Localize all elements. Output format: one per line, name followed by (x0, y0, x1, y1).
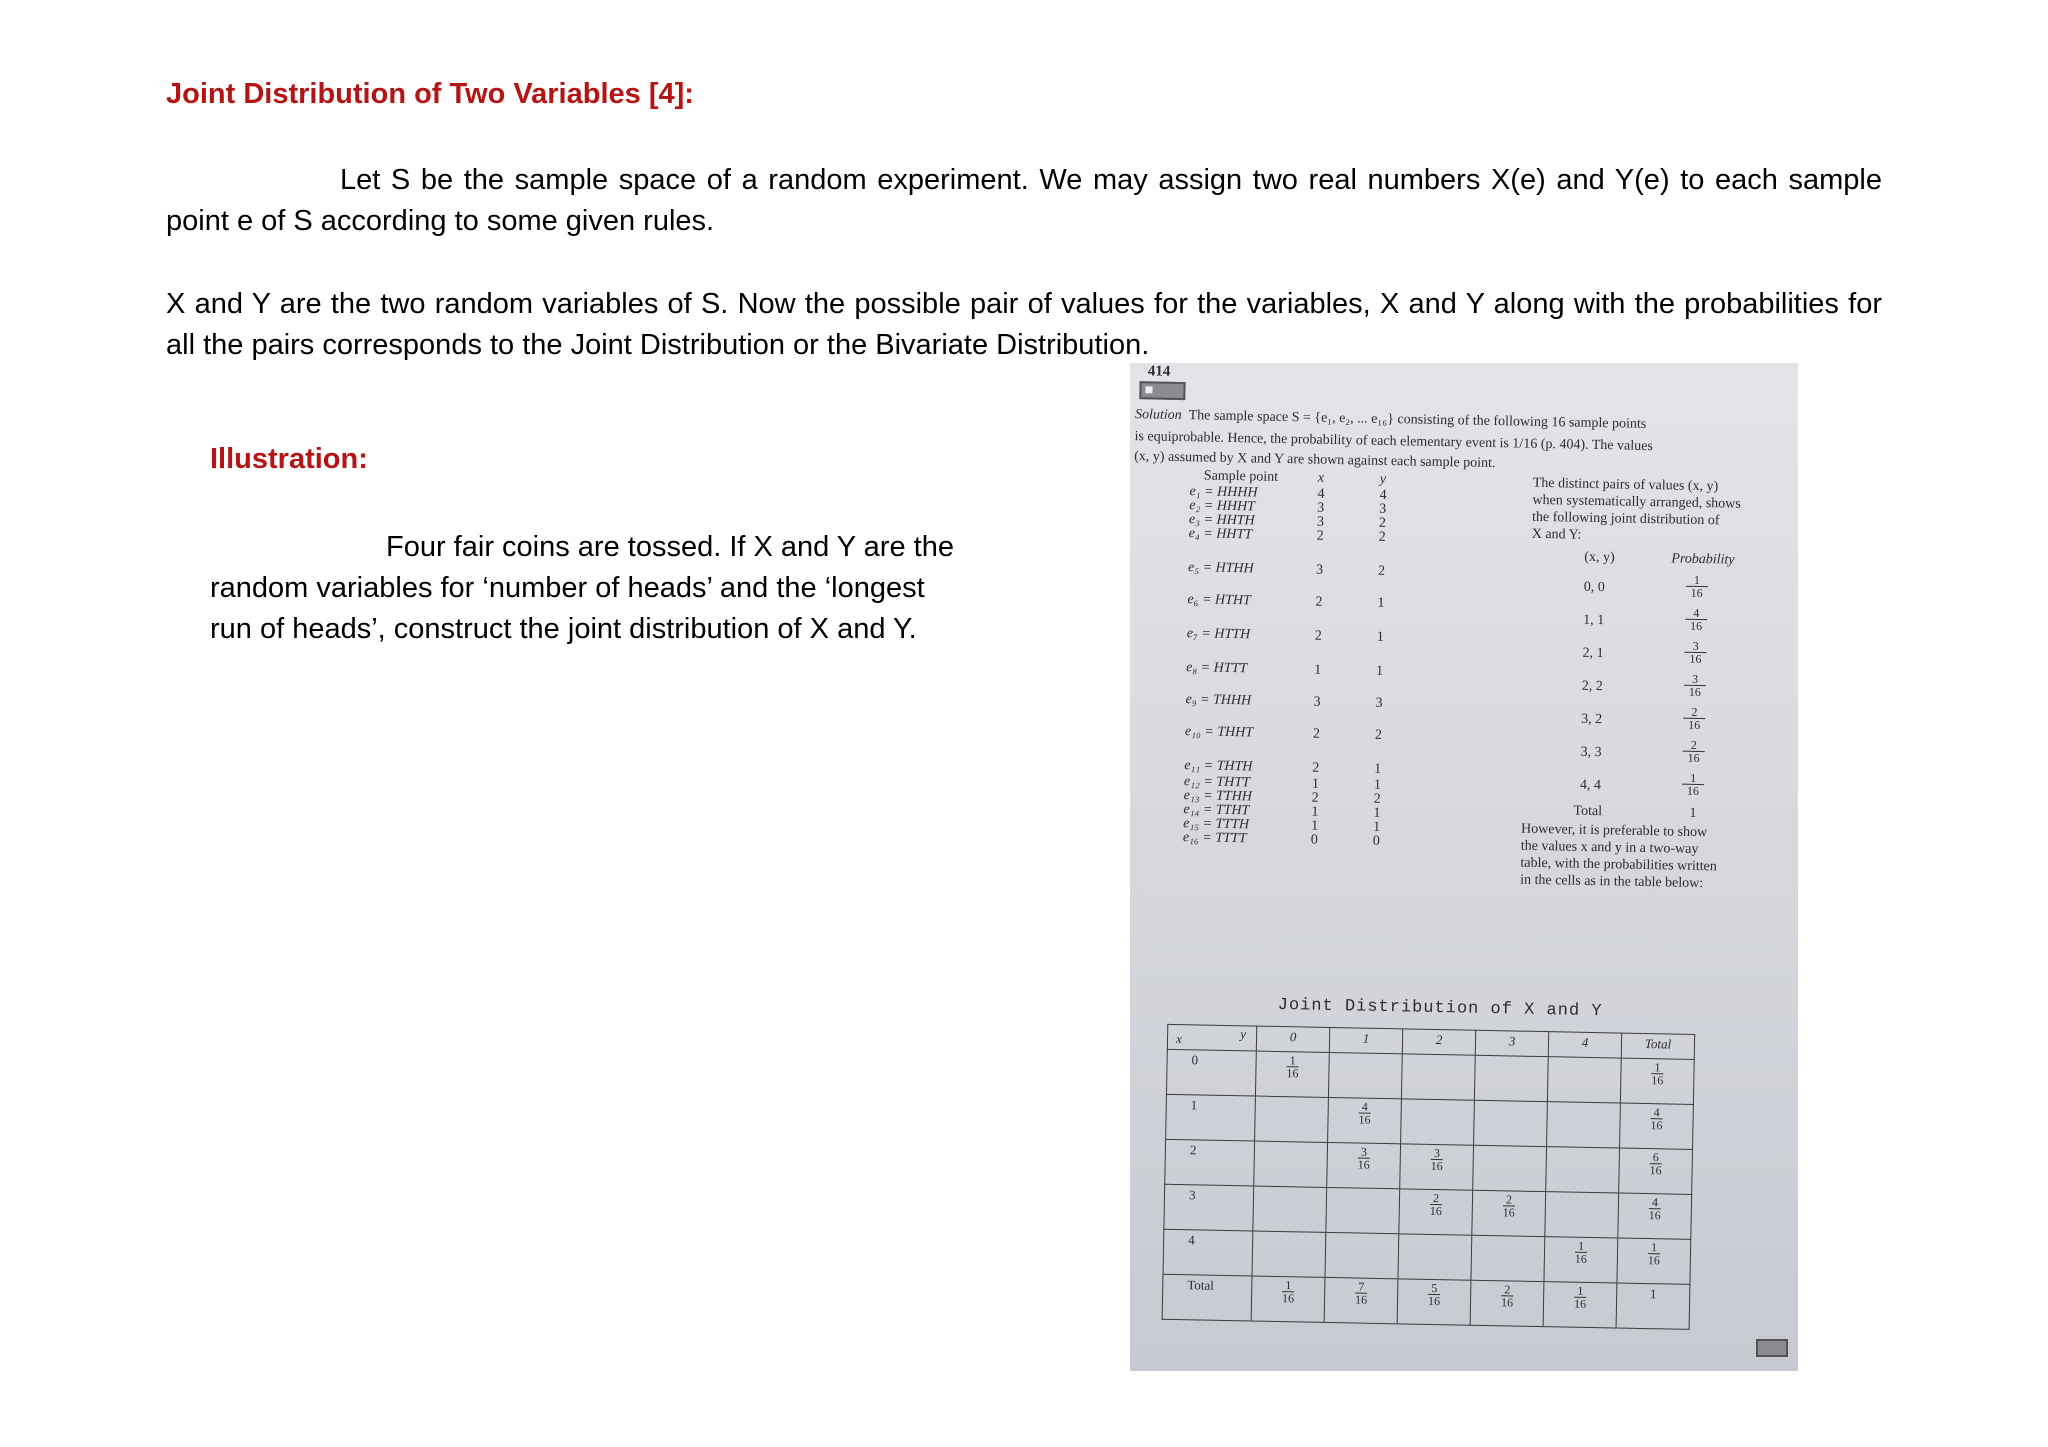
probability-numerator: 2 (1683, 706, 1705, 719)
table-cell (1252, 1231, 1326, 1277)
illustration-problem: Four fair coins are tossed. If X and Y are the random variables for ‘number of heads’ and the ‘longest run of heads’, construct the joint distribution of X and Y. (210, 531, 954, 645)
sample-y: 1 (1372, 819, 1381, 835)
solution-label: Solution (1134, 407, 1182, 424)
table-cell (1400, 1144, 1474, 1190)
pair-probability (1683, 706, 1705, 731)
cell-fraction: $\frac{1}{16}$ (1286, 1053, 1299, 1081)
sample-point: e₁₂ = THTT (1183, 774, 1250, 791)
pair-value: 4, 4 (1579, 777, 1602, 794)
sample-y: 1 (1373, 805, 1381, 821)
pairs-outro-line: the values x and y in a two-way (1520, 838, 1699, 858)
cell-fraction: $\frac{1}{16}$ (1574, 1238, 1588, 1266)
cell-value: 1 (1649, 1286, 1657, 1302)
section-heading: Joint Distribution of Two Variables [4]: (166, 78, 694, 110)
sample-x: 2 (1312, 726, 1321, 742)
table-cell (1325, 1232, 1399, 1278)
pair-value: 2, 2 (1581, 678, 1604, 695)
cell-fraction: $\frac{2}{16}$ (1502, 1192, 1515, 1220)
sample-point: e₄ = HHTT (1188, 526, 1253, 543)
sample-point-header: Sample point (1203, 468, 1279, 485)
sample-x: 4 (1317, 486, 1325, 502)
sample-point: e₁₅ = TTTH (1183, 816, 1250, 833)
cell-fraction: $\frac{1}{16}$ (1651, 1060, 1664, 1088)
probability-header: Probability (1671, 551, 1735, 568)
table-cell (1471, 1235, 1545, 1281)
table-cell (1544, 1237, 1618, 1283)
page-corner-icon (1756, 1339, 1788, 1357)
solution-line: is equiprobable. Hence, the probability of each elementary event is 1/16 (p. 404). The values (1134, 429, 1653, 455)
pair-value: 2, 1 (1582, 645, 1604, 662)
table-corner (1167, 1024, 1256, 1051)
cell-fraction: $\frac{2}{16}$ (1500, 1282, 1514, 1310)
probability-numerator: 3 (1685, 640, 1707, 653)
page-marker-icon (1139, 381, 1185, 400)
table-cell (1472, 1190, 1546, 1236)
table-cell (1326, 1187, 1400, 1233)
column-header: 4 (1548, 1032, 1621, 1058)
joint-distribution-table (1162, 1024, 1696, 1330)
probability-denominator: 16 (1689, 618, 1703, 634)
sample-point: e₂ = HHHT (1189, 498, 1256, 515)
solution-line-text: The sample space S = {e₁, e₂, ... e₁₆} consisting of the following 16 sample points (1188, 408, 1647, 432)
sample-y: 2 (1378, 515, 1387, 531)
pair-header: (x, y) (1584, 549, 1615, 566)
table-cell (1473, 1145, 1547, 1191)
cell-fraction: $\frac{4}{16}$ (1648, 1195, 1661, 1223)
table-cell (1324, 1277, 1398, 1323)
row-header: 1 (1166, 1094, 1256, 1141)
table-cell (1251, 1276, 1325, 1322)
pair-value: 3, 3 (1580, 744, 1602, 761)
sample-x: 3 (1317, 500, 1325, 516)
sample-y: 0 (1372, 833, 1381, 849)
sample-x: 1 (1310, 818, 1319, 834)
cell-fraction: $\frac{1}{16}$ (1281, 1278, 1295, 1306)
table-cell (1474, 1055, 1548, 1101)
sample-point: e₁ = HHHH (1189, 484, 1258, 501)
sample-y: 1 (1374, 761, 1382, 777)
sample-point: e₁₆ = TTTT (1182, 830, 1247, 847)
cell-fraction: $\frac{4}{16}$ (1358, 1099, 1371, 1127)
pairs-intro-line: X and Y: (1531, 526, 1582, 543)
sample-x: 3 (1316, 514, 1325, 530)
pair-probability (1684, 673, 1706, 698)
pairs-intro-line: The distinct pairs of values (x, y) (1532, 475, 1719, 495)
sample-x: 1 (1311, 776, 1320, 792)
table-cell (1616, 1283, 1690, 1329)
sample-y: 1 (1377, 595, 1385, 611)
sample-point: e₈ = HTTT (1186, 660, 1248, 677)
pair-value: 3, 2 (1581, 711, 1603, 728)
probability-numerator: 3 (1684, 673, 1706, 686)
column-header: 1 (1329, 1027, 1402, 1053)
row-header: 0 (1166, 1049, 1256, 1096)
sample-y: 2 (1374, 727, 1383, 743)
table-cell (1546, 1147, 1620, 1193)
table-cell (1545, 1192, 1619, 1238)
table-cell (1474, 1100, 1548, 1146)
sample-y: 1 (1373, 777, 1382, 793)
table-cell (1620, 1103, 1694, 1149)
row-header: 2 (1165, 1139, 1255, 1186)
sample-x: 2 (1312, 760, 1320, 776)
pairs-outro-line: However, it is preferable to show (1520, 821, 1708, 841)
cell-fraction: $\frac{6}{16}$ (1649, 1150, 1662, 1178)
cell-fraction: $\frac{7}{16}$ (1354, 1279, 1368, 1307)
pair-probability (1685, 607, 1707, 632)
textbook-photo (1130, 363, 1798, 1371)
sample-x: 3 (1313, 694, 1321, 710)
table-cell (1470, 1280, 1544, 1326)
sample-y: 4 (1379, 487, 1387, 503)
page-number: 414 (1147, 363, 1171, 380)
pairs-total-label: Total (1573, 803, 1603, 820)
column-header: 0 (1256, 1026, 1329, 1052)
sample-x: 2 (1316, 528, 1324, 544)
table-cell (1397, 1279, 1471, 1325)
cell-fraction: $\frac{1}{16}$ (1573, 1283, 1587, 1311)
table-cell (1255, 1096, 1329, 1142)
table-cell (1543, 1282, 1617, 1328)
intro-paragraph-text: Let S be the sample space of a random experiment. We may assign two real numbers X(e) and Y(e) to each sample point e of S according to some given rules. (166, 164, 1882, 237)
illustration-text (210, 527, 970, 650)
cell-fraction: $\frac{3}{16}$ (1430, 1145, 1443, 1174)
table-cell (1328, 1097, 1402, 1143)
table-cell (1255, 1051, 1329, 1097)
table-cell (1620, 1058, 1694, 1104)
column-header: Total (1621, 1033, 1694, 1059)
cell-fraction: $\frac{2}{16}$ (1429, 1190, 1442, 1219)
joint-table-title: Joint Distribution of X and Y (1277, 995, 1603, 1022)
pair-probability (1682, 739, 1704, 764)
pair-probability (1682, 772, 1704, 797)
column-header: 2 (1402, 1029, 1475, 1055)
textbook-page (1130, 363, 1798, 1371)
pairs-outro-line: in the cells as in the table below: (1520, 872, 1704, 892)
intro-paragraph (166, 160, 1882, 242)
row-header: Total (1162, 1274, 1252, 1321)
probability-denominator: 16 (1690, 585, 1703, 601)
cell-fraction: $\frac{4}{16}$ (1650, 1105, 1663, 1133)
sample-x: 1 (1311, 804, 1319, 820)
sample-point: e₅ = HTHH (1187, 560, 1254, 577)
sample-point: e₁₀ = THHT (1184, 724, 1254, 741)
pairs-intro-line: when systematically arranged, shows (1532, 492, 1741, 512)
probability-numerator: 4 (1685, 607, 1707, 620)
cell-fraction: $\frac{5}{16}$ (1427, 1280, 1441, 1309)
sample-y: 3 (1379, 501, 1387, 517)
probability-denominator: 16 (1689, 651, 1702, 667)
corner-y: y (1240, 1026, 1247, 1042)
sample-point: e₇ = HTTH (1186, 626, 1251, 643)
table-cell (1618, 1193, 1692, 1239)
sample-y: 2 (1378, 529, 1386, 545)
sample-x: 1 (1313, 662, 1322, 678)
row-header: 4 (1163, 1229, 1253, 1276)
table-cell (1401, 1054, 1475, 1100)
pair-probability (1686, 574, 1708, 599)
y-header: y (1379, 471, 1387, 487)
table-cell (1253, 1186, 1327, 1232)
probability-numerator: 1 (1682, 772, 1704, 785)
probability-numerator: 2 (1683, 739, 1705, 752)
sample-y: 1 (1375, 663, 1384, 679)
sample-x: 2 (1311, 790, 1319, 806)
sample-point: e₁₄ = TTHT (1183, 802, 1250, 819)
x-header: x (1317, 470, 1325, 486)
solution-line (1135, 407, 1647, 433)
table-cell (1399, 1189, 1473, 1235)
sample-point: e₉ = THHH (1185, 692, 1252, 709)
table-cell (1547, 1057, 1621, 1103)
solution-line: (x, y) assumed by X and Y are shown against each sample point. (1134, 449, 1496, 472)
cell-fraction: $\frac{1}{16}$ (1647, 1240, 1661, 1268)
cell-fraction: $\frac{3}{16}$ (1357, 1144, 1370, 1172)
pairs-total-value: 1 (1689, 805, 1697, 821)
pairs-outro-line: table, with the probabilities written (1520, 855, 1717, 875)
sample-point: e₁₃ = TTHH (1183, 788, 1253, 805)
table-cell (1398, 1234, 1472, 1280)
row-header: 3 (1164, 1184, 1254, 1231)
sample-x: 3 (1315, 562, 1324, 578)
table-cell (1619, 1148, 1693, 1194)
table-cell (1254, 1141, 1328, 1187)
pair-value: 0, 0 (1583, 579, 1605, 596)
sample-y: 2 (1373, 791, 1381, 807)
column-header: 3 (1475, 1030, 1548, 1056)
table-row (1162, 1274, 1690, 1329)
pair-probability (1684, 640, 1706, 665)
sample-point: e₁₁ = THTH (1184, 758, 1253, 775)
table-cell (1328, 1052, 1402, 1098)
corner-x: x (1175, 1031, 1182, 1047)
sample-point: e₆ = HTHT (1187, 592, 1251, 609)
sample-y: 1 (1376, 629, 1384, 645)
sample-point: e₃ = HHTH (1188, 512, 1255, 529)
probability-denominator: 16 (1686, 783, 1700, 798)
pair-value: 1, 1 (1583, 612, 1605, 629)
sample-x: 2 (1315, 594, 1323, 610)
table-cell (1617, 1238, 1691, 1284)
definition-paragraph: X and Y are the two random variables of S. Now the possible pair of values for the variables, X and Y along with the probabilities for all the pairs corresponds to the Joint Distribution or the Bivariate Distribution. (166, 288, 1882, 361)
sample-y: 3 (1375, 695, 1383, 711)
sample-x: 0 (1310, 832, 1319, 848)
table-cell (1547, 1102, 1621, 1148)
probability-denominator: 16 (1688, 684, 1701, 700)
probability-denominator: 16 (1688, 717, 1701, 733)
probability-denominator: 16 (1687, 750, 1700, 766)
table-cell (1327, 1142, 1401, 1188)
probability-numerator: 1 (1686, 574, 1708, 587)
sample-x: 2 (1314, 628, 1322, 644)
illustration-heading: Illustration: (210, 443, 368, 475)
sample-y: 2 (1377, 563, 1386, 579)
table-cell (1401, 1099, 1475, 1145)
pairs-intro-line: the following joint distribution of (1531, 509, 1720, 529)
